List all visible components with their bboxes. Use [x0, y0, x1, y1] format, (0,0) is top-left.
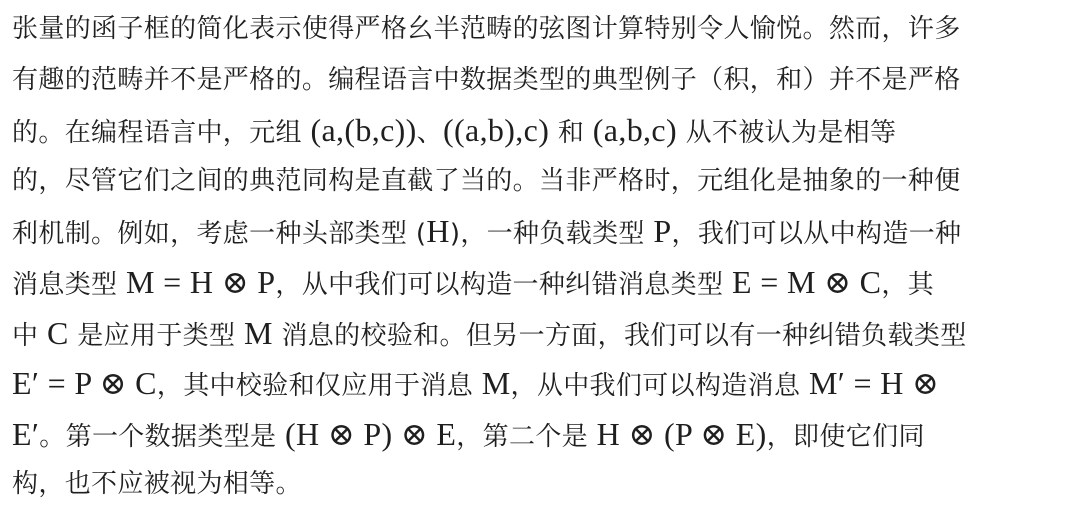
- paragraph-line: [12, 105, 1080, 156]
- math-expression: E′: [12, 415, 40, 452]
- text-run: 和: [549, 118, 593, 149]
- math-expression: M: [244, 314, 273, 351]
- paragraph-line: [12, 55, 1080, 106]
- math-expression: H ⊗ (P ⊗ E): [596, 415, 767, 452]
- math-expression: C: [46, 314, 69, 351]
- text-run: ，即使它们同: [766, 421, 925, 452]
- text-run: 有趣的范畴并不是严格的。编程语言中数据类型的典型例子（积，和）并不是严格: [12, 64, 961, 95]
- math-expression: ((a,b),c): [443, 112, 550, 149]
- text-run: ，从中我们可以构造一种纠错消息类型: [275, 269, 732, 300]
- text-run: ，我们可以从中构造一种: [671, 219, 962, 250]
- text-run: 。第一个数据类型是: [39, 421, 286, 452]
- paragraph-line: [12, 409, 1080, 460]
- math-expression: P: [653, 213, 672, 250]
- math-expression: M: [481, 365, 511, 402]
- text-run: 的，尽管它们之间的典范同构是直截了当的。当非严格时，元组化是抽象的一种便: [12, 165, 961, 196]
- text-run: 中: [12, 320, 47, 351]
- paragraph-line: [12, 4, 1080, 55]
- paragraph-line: [12, 459, 1080, 510]
- paragraph-line: [12, 257, 1080, 308]
- text-run: 是应用于类型: [68, 320, 245, 351]
- text-run: 消息的校验和。但另一方面，我们可以有一种纠错负载类型: [272, 320, 967, 351]
- text-run: 消息类型: [12, 269, 127, 300]
- math-expression: (H ⊗ P) ⊗ E: [285, 415, 457, 452]
- text-run: 的。在编程语言中，元组: [12, 118, 311, 149]
- paragraph-line: [12, 308, 1080, 359]
- math-expression: H: [426, 213, 450, 250]
- math-expression: M′ = H ⊗: [808, 365, 940, 402]
- math-expression: (a,b,c): [592, 112, 677, 149]
- text-run: 张量的函子框的简化表示使得严格幺半范畴的弦图计算特别令人愉悦。然而，许多: [12, 14, 961, 44]
- math-expression: E = M ⊗ C: [731, 263, 882, 300]
- math-expression: (a,(b,c)): [310, 112, 417, 149]
- paragraph: [12, 4, 1080, 510]
- text-run: 、: [416, 118, 444, 149]
- text-run: 利机制。例如，考虑一种头部类型 (: [12, 219, 427, 250]
- math-expression: M = H ⊗ P: [126, 263, 276, 300]
- text-run: 从不被认为是相等: [676, 118, 897, 149]
- text-run: )，一种负载类型: [449, 219, 654, 250]
- paragraph-line: [12, 358, 1080, 409]
- paragraph-line: [12, 206, 1080, 257]
- text-run: 构，也不应被视为相等。: [12, 469, 302, 500]
- text-run: ，第二个是: [456, 421, 597, 452]
- text-run: ，其: [881, 269, 935, 300]
- math-expression: E′ = P ⊗ C: [12, 365, 157, 402]
- text-run: ，从中我们可以构造消息: [510, 371, 809, 402]
- paragraph-line: [12, 156, 1080, 207]
- text-run: ，其中校验和仅应用于消息: [156, 371, 482, 402]
